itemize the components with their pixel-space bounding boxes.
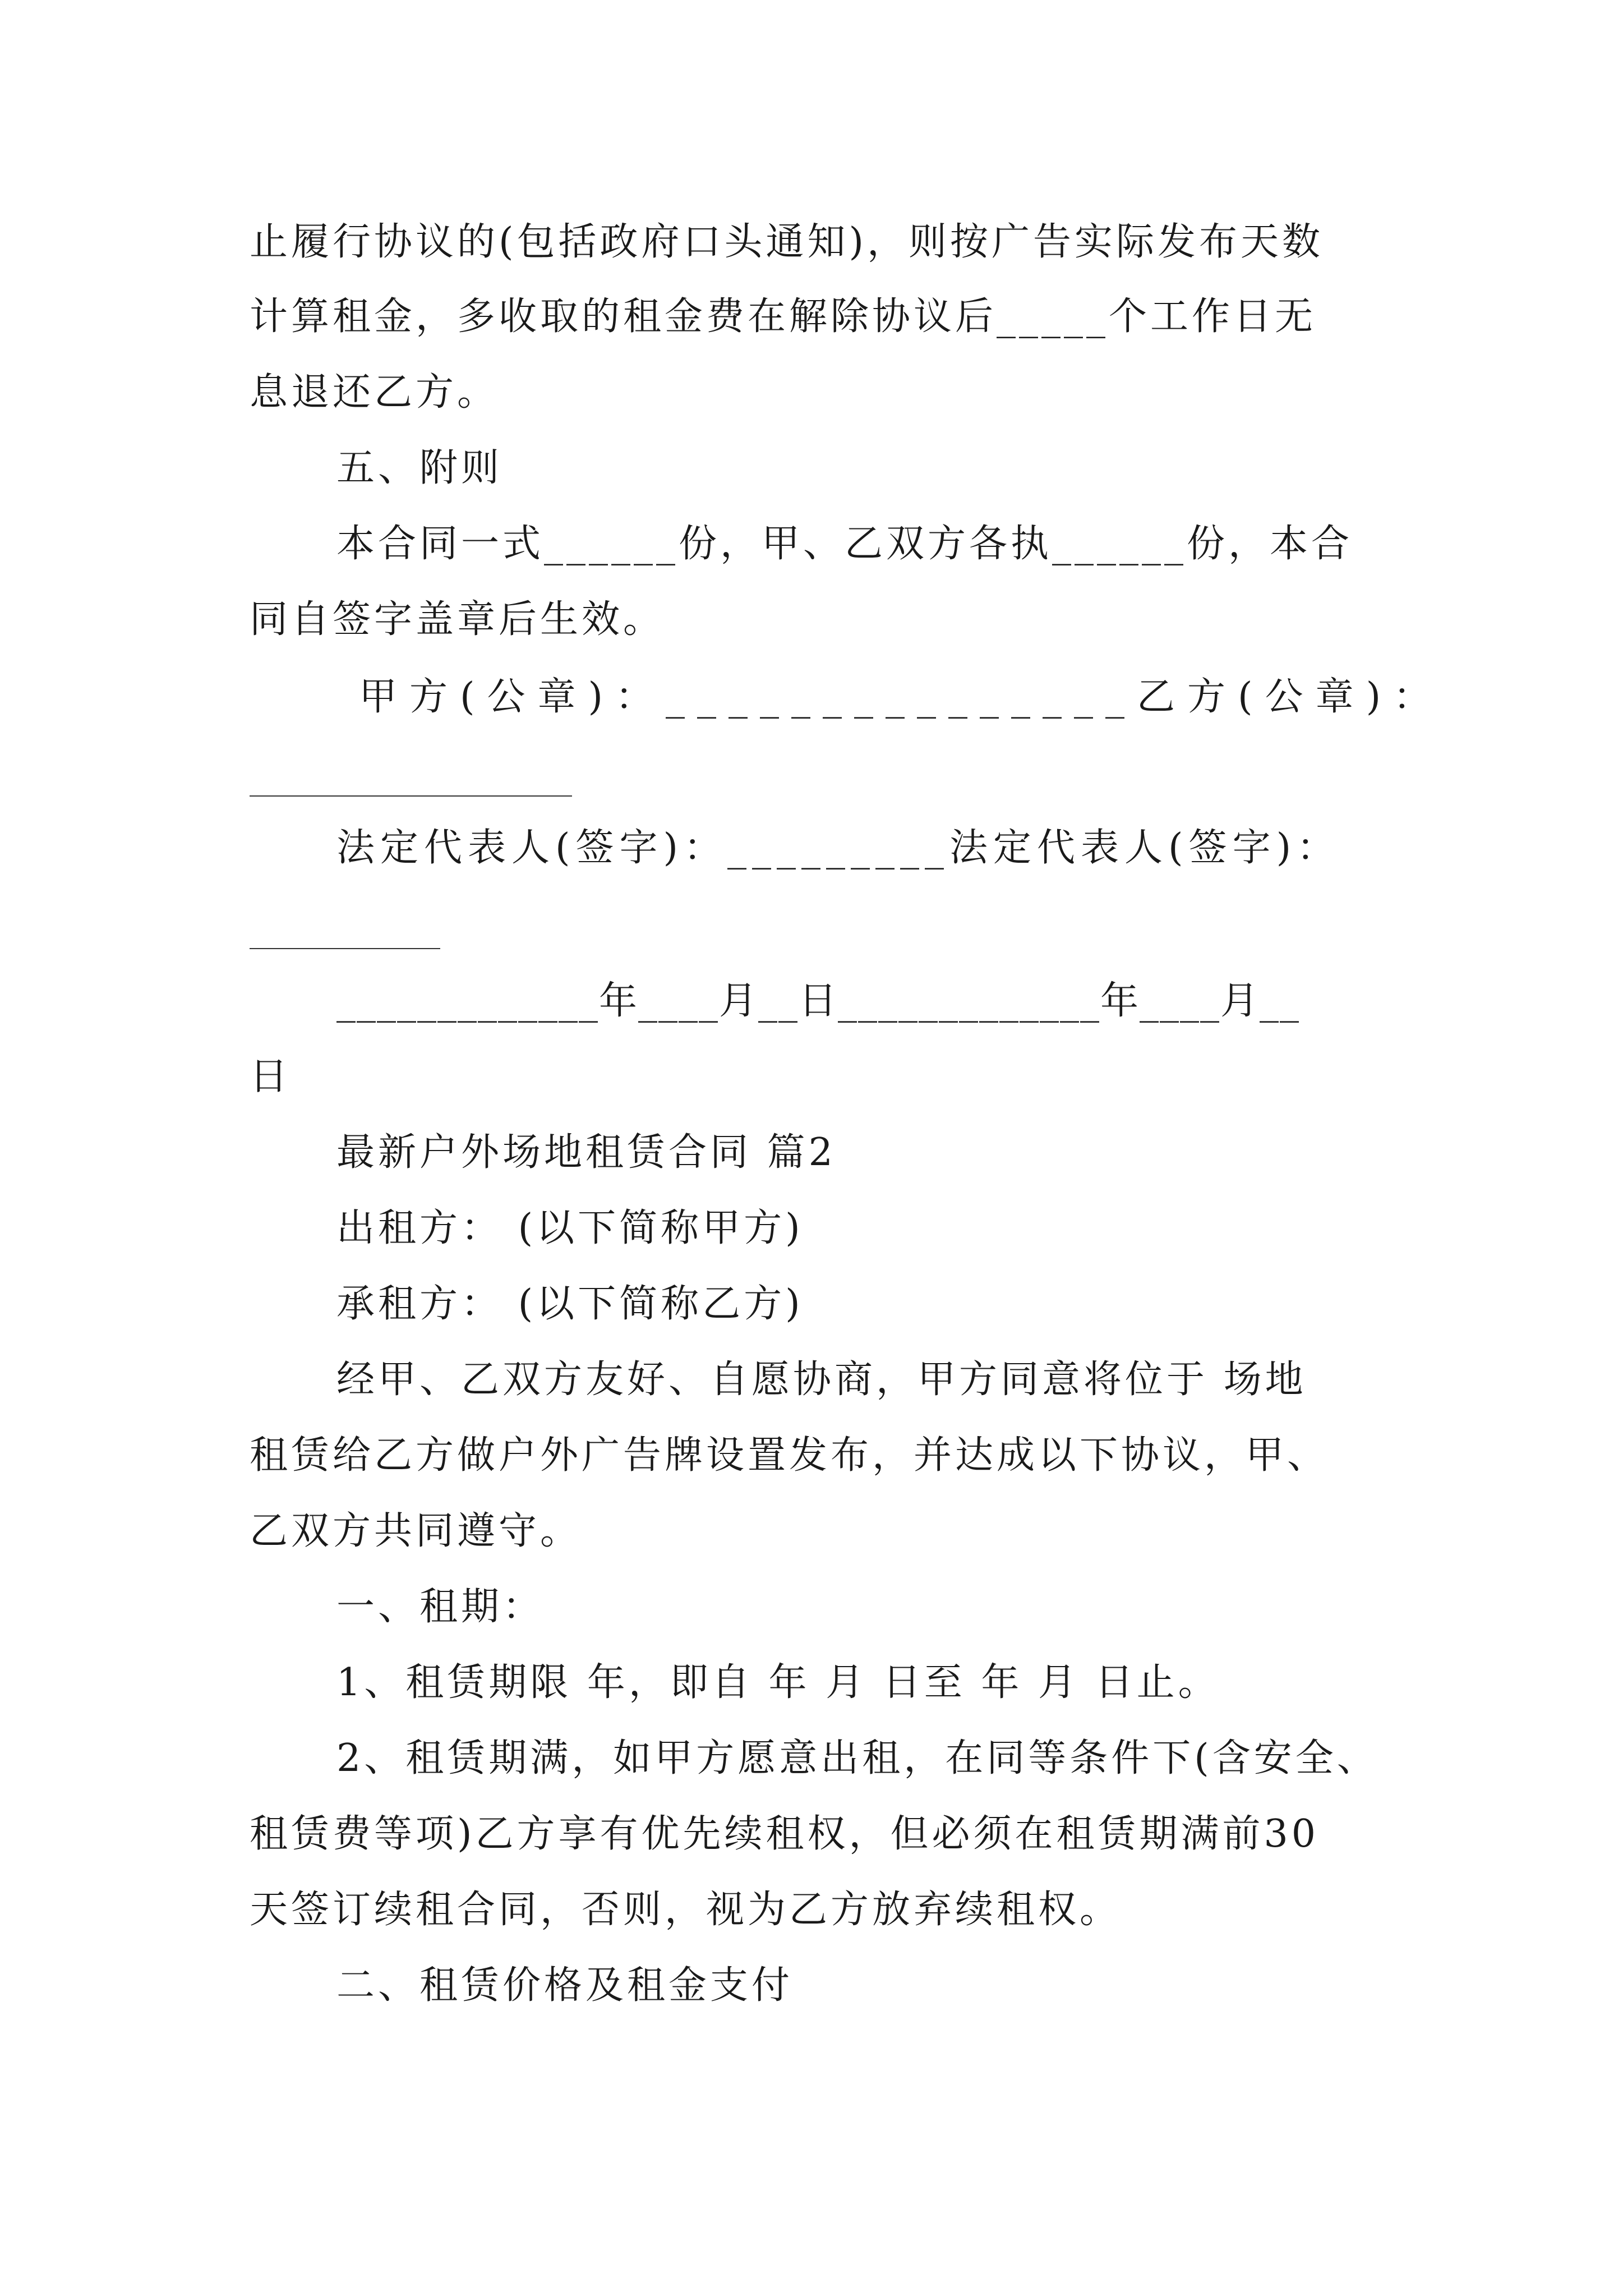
paragraph-line: 计算租金，多收取的租金费在解除协议后_____个工作日无 (250, 295, 1317, 339)
section-heading: 五、附则 (336, 446, 503, 490)
paragraph-line: 乙双方共同遵守。 (250, 1509, 582, 1553)
party-lessee: 承租方： (以下简称乙方) (336, 1282, 804, 1326)
signature-underline (250, 795, 572, 797)
paragraph-line: 天签订续租合同，否则，视为乙方放弃续租权。 (250, 1888, 1122, 1932)
representative-line: 法定代表人(签字)：_________法定代表人(签字)： (336, 826, 1341, 870)
paragraph-line: 本合同一式______份，甲、乙双方各执______份，本合 (336, 522, 1353, 566)
paragraph-line: 租赁给乙方做户外广告牌设置发布，并达成以下协议，甲、 (250, 1433, 1329, 1478)
signature-underline (250, 948, 440, 949)
party-lessor: 出租方： (以下简称甲方) (336, 1206, 804, 1250)
section-heading: 二、租赁价格及租金支付 (336, 1963, 794, 2008)
section-title: 最新户外场地租赁合同 篇2 (336, 1130, 836, 1175)
paragraph-line: 同自签字盖章后生效。 (250, 597, 665, 642)
section-heading: 一、租期： (336, 1585, 545, 1629)
date-line: _____________年____月__日_____________年____月__ (336, 979, 1301, 1023)
paragraph-line: 1、租赁期限 年，即自 年 月 日至 年 月 日止。 (336, 1660, 1220, 1705)
paragraph-line: 租赁费等项)乙方享有优先续租权，但必须在租赁期满前30 (250, 1812, 1320, 1856)
paragraph-line: 息退还乙方。 (250, 370, 499, 415)
paragraph-line: 2、租赁期满，如甲方愿意出租，在同等条件下(含安全、 (336, 1736, 1378, 1780)
paragraph-line: 经甲、乙双方友好、自愿协商，甲方同意将位于 场地 (336, 1358, 1307, 1402)
party-seal-line: 甲方(公章)：_______________乙方(公章)： (359, 675, 1444, 719)
paragraph-line: 日 (250, 1055, 292, 1099)
paragraph-line: 止履行协议的(包括政府口头通知)，则按广告实际发布天数 (250, 220, 1324, 264)
